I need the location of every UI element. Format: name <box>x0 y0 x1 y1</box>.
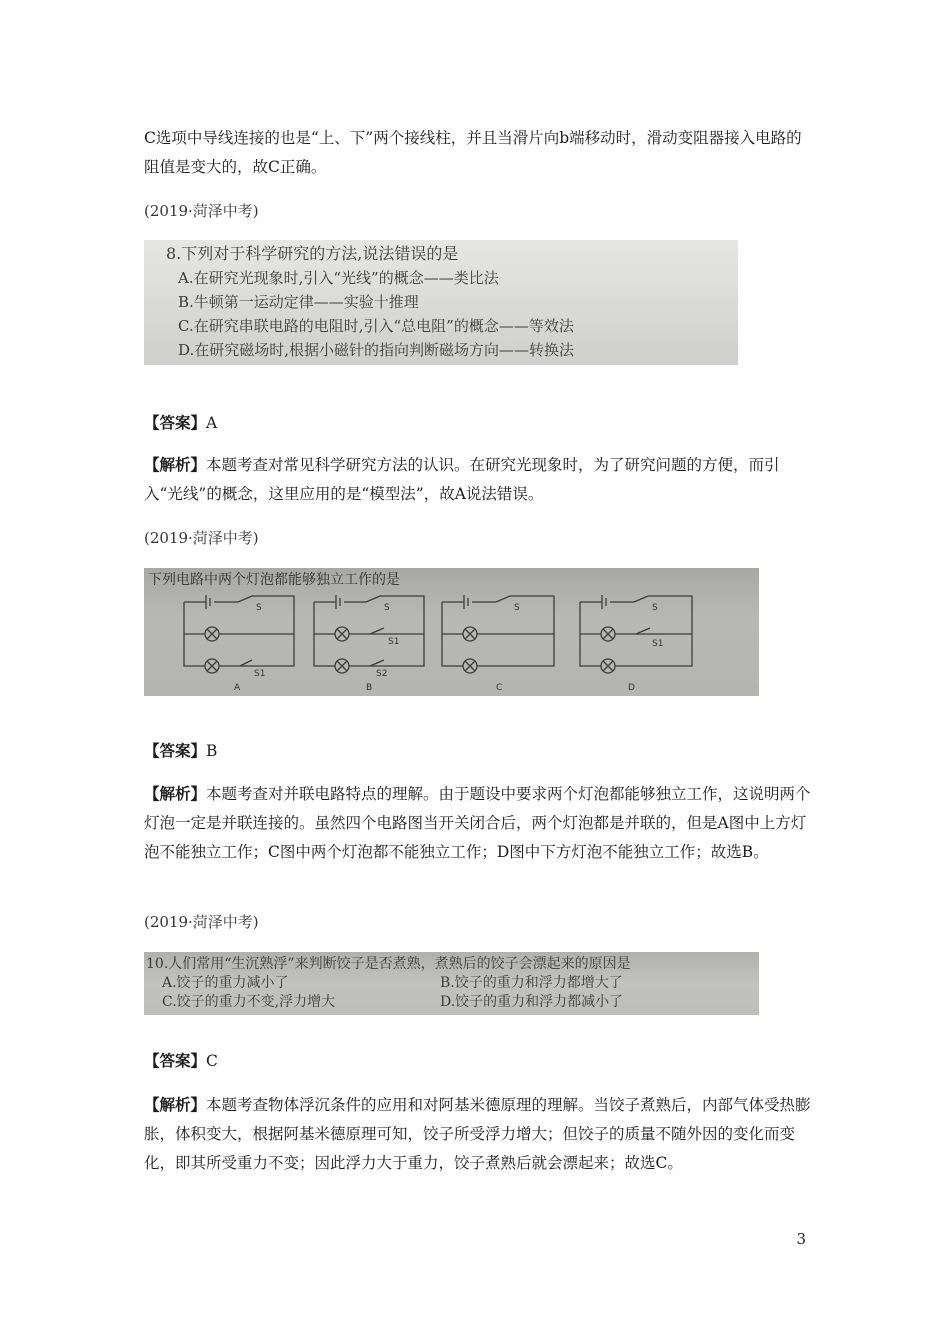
switch-label-s: S <box>256 603 262 613</box>
answer-tag: 【答案】 <box>144 741 207 760</box>
switch-label-s1: S1 <box>254 669 266 679</box>
photo-option-d: D.饺子的重力和浮力都减小了 <box>440 994 624 1010</box>
analysis-paragraph <box>144 1090 814 1178</box>
answer-tag: 【答案】 <box>144 1051 207 1070</box>
circuit-d <box>580 595 692 673</box>
analysis-tag: 【解析】 <box>144 1095 207 1114</box>
circuit-label-c: C <box>496 683 503 693</box>
answer-value: A <box>206 414 218 432</box>
question-source: (2019·菏泽中考) <box>144 529 259 547</box>
photo-option-b: B.牛顿第一运动定律——实验十推理 <box>178 293 419 311</box>
switch-label-s2: S2 <box>376 669 388 679</box>
page-number: 3 <box>796 1230 806 1248</box>
answer-line <box>144 408 814 438</box>
photo-option-d: D.在研究磁场时,根据小磁针的指向判断磁场方向——转换法 <box>178 341 575 359</box>
photo-question-stem: 下列电路中两个灯泡都能够独立工作的是 <box>148 572 400 588</box>
circuit-c <box>442 595 554 673</box>
circuit-label-b: B <box>366 683 373 693</box>
photo-question-stem: 8.下列对于科学研究的方法,说法错误的是 <box>166 244 459 263</box>
answer-line <box>144 1046 814 1076</box>
circuit-label-d: D <box>628 683 635 693</box>
answer-tag: 【答案】 <box>144 413 207 432</box>
analysis-text: 本题考查对常见科学研究方法的认识。在研究光现象时，为了研究问题的方便，而引入“光线”的概念，这里应用的是“模型法”，故A说法错误。 <box>144 456 780 503</box>
analysis-text: 本题考查物体浮沉条件的应用和对阿基米德原理的理解。当饺子煮熟后，内部气体受热膨胀，体积变大，根据阿基米德原理可知，饺子所受浮力增大；但饺子的质量不随外因的变化而变化，即其所受重力不变；因此浮力大于重力，饺子煮熟后就会漂起来；故选C。 <box>144 1096 811 1172</box>
switch-label-s1: S1 <box>388 637 400 647</box>
analysis-tag: 【解析】 <box>144 784 207 803</box>
question-source: (2019·菏泽中考) <box>144 202 259 220</box>
photo-option-c: C.在研究串联电路的电阻时,引入“总电阻”的概念——等效法 <box>178 317 574 335</box>
photo-option-a: A.在研究光现象时,引入“光线”的概念——类比法 <box>178 269 499 287</box>
switch-label-s: S <box>652 603 658 613</box>
answer-value: C <box>206 1052 218 1070</box>
intro-paragraph: C选项中导线连接的也是“上、下”两个接线柱，并且当滑片向b端移动时，滑动变阻器接入电路的阻值是变大的，故C正确。 <box>144 129 802 176</box>
switch-label-s: S <box>384 603 390 613</box>
circuit-b <box>314 595 424 673</box>
answer-value: B <box>206 742 218 760</box>
question-photo-q10 <box>144 952 759 1015</box>
question-source: (2019·菏泽中考) <box>144 913 259 931</box>
question-photo-q9 <box>144 568 759 696</box>
question-photo-q8 <box>144 240 738 365</box>
switch-label-s: S <box>514 603 520 613</box>
analysis-tag: 【解析】 <box>144 455 207 474</box>
analysis-paragraph <box>144 450 814 509</box>
circuit-a <box>184 595 294 673</box>
switch-label-s1: S1 <box>652 639 664 649</box>
circuit-diagrams <box>144 568 759 696</box>
circuit-label-a: A <box>234 683 241 693</box>
photo-option-a: A.饺子的重力减小了 <box>162 975 289 991</box>
analysis-paragraph <box>144 779 814 867</box>
photo-option-b: B.饺子的重力和浮力都增大了 <box>440 975 623 991</box>
photo-question-stem: 10.人们常用“生沉熟浮”来判断饺子是否煮熟，煮熟后的饺子会漂起来的原因是 <box>146 956 631 972</box>
analysis-text: 本题考查对并联电路特点的理解。由于题设中要求两个灯泡都能够独立工作，这说明两个灯泡一定是并联连接的。虽然四个电路图当开关闭合后，两个灯泡都是并联的，但是A图中上方灯泡不能独立工作；C图中两个灯泡都不能独立工作；D图中下方灯泡不能独立工作；故选B。 <box>144 785 811 861</box>
photo-option-c: C.饺子的重力不变,浮力增大 <box>162 994 336 1010</box>
answer-line <box>144 736 814 766</box>
